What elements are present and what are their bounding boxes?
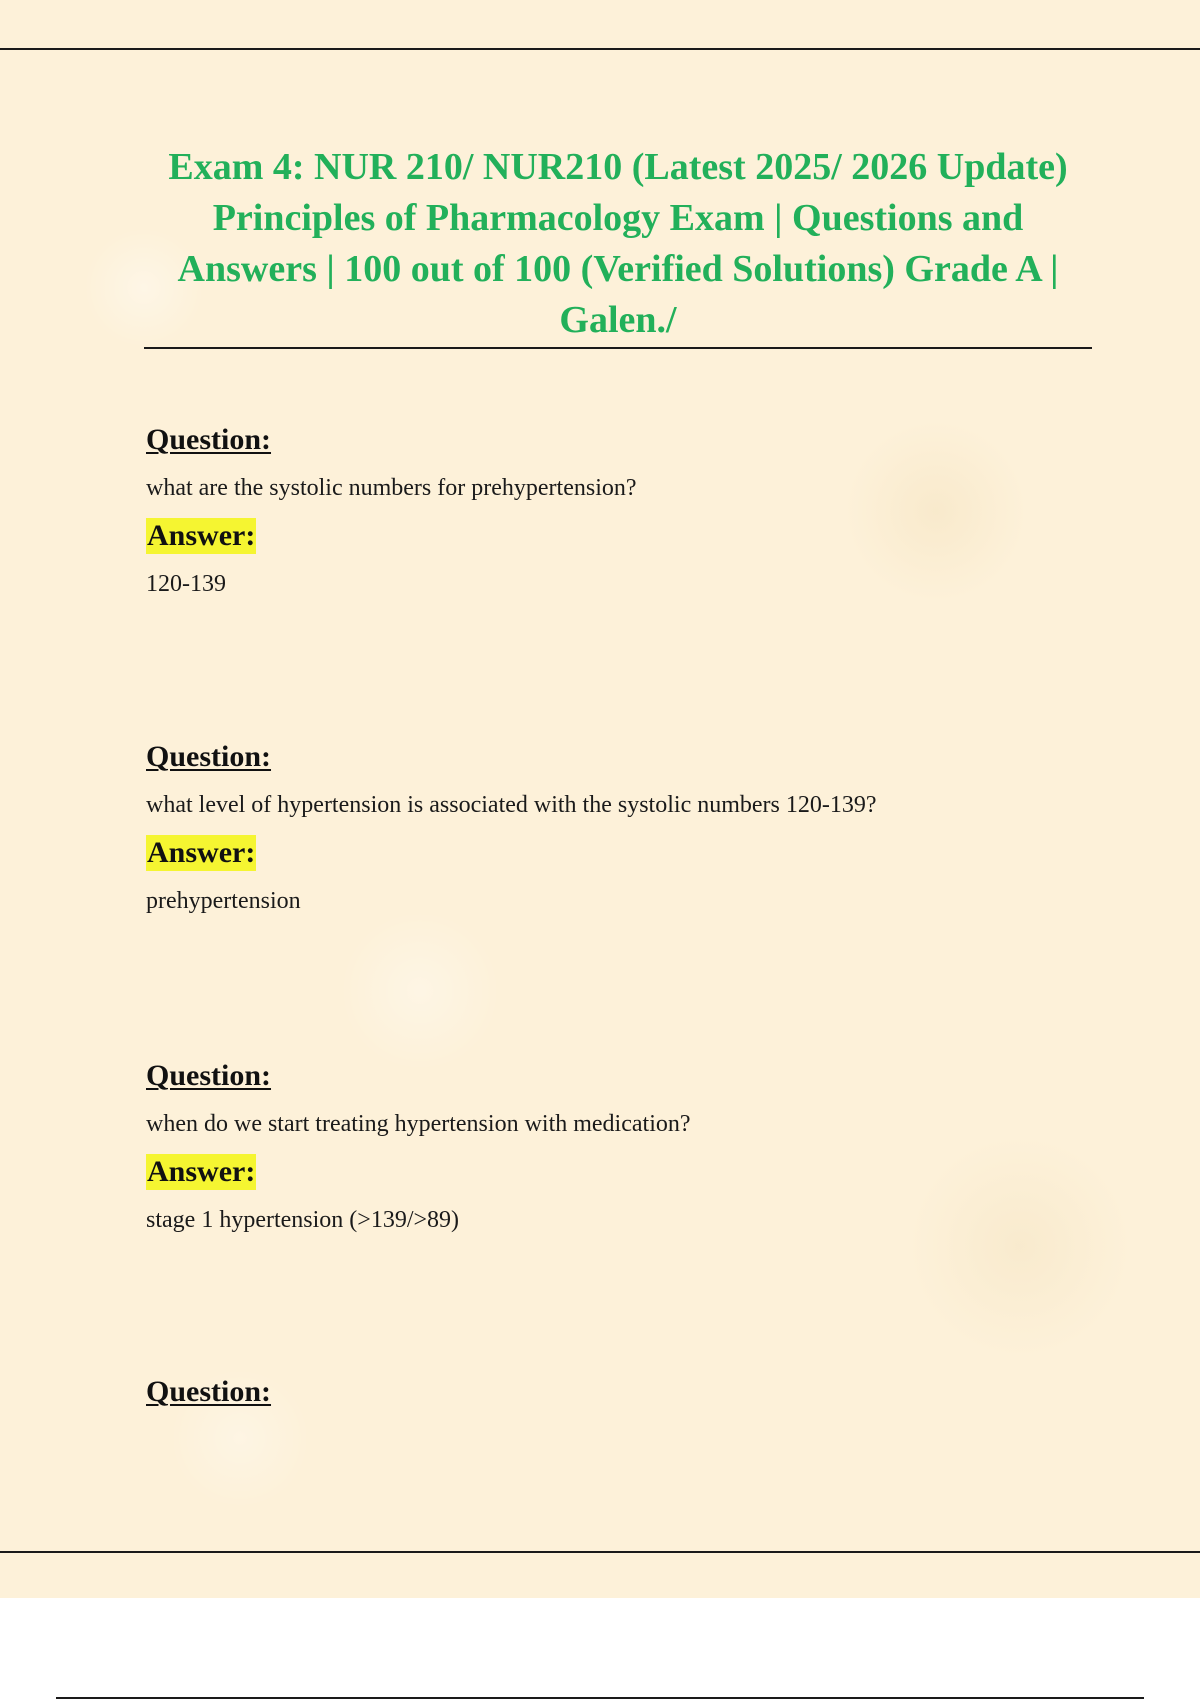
question-text: when do we start treating hypertension with medication? bbox=[146, 1111, 691, 1137]
question-label: Question: bbox=[146, 423, 272, 456]
answer-text: prehypertension bbox=[146, 888, 301, 914]
answer-label: Answer: bbox=[147, 1155, 256, 1188]
answer-label: Answer: bbox=[147, 836, 256, 869]
qa-item-partial bbox=[146, 1374, 1046, 1410]
question-text: what are the systolic numbers for prehypertension? bbox=[146, 475, 637, 501]
question-label: Question: bbox=[146, 740, 272, 773]
answer-text: 120-139 bbox=[146, 571, 226, 597]
qa-item bbox=[146, 422, 1046, 600]
next-page-rule bbox=[56, 1697, 1144, 1699]
title-underline bbox=[144, 347, 1092, 349]
document-title: Exam 4: NUR 210/ NUR210 (Latest 2025/ 2026 Update) Principles of Pharmacology Exam | Questions and Answers | 100 out of 100 (Verified Solutions) Grade A | Galen./ bbox=[168, 146, 1068, 341]
question-label: Question: bbox=[146, 1375, 272, 1408]
header-rule bbox=[0, 48, 1200, 50]
answer-label: Answer: bbox=[147, 519, 256, 552]
answer-text: stage 1 hypertension (>139/>89) bbox=[146, 1207, 460, 1233]
qa-item bbox=[146, 739, 1046, 917]
question-label: Question: bbox=[146, 1059, 272, 1092]
qa-item bbox=[146, 1058, 1046, 1236]
question-text: what level of hypertension is associated with the systolic numbers 120-139? bbox=[146, 792, 877, 818]
footer-rule-page bbox=[0, 1551, 1200, 1553]
